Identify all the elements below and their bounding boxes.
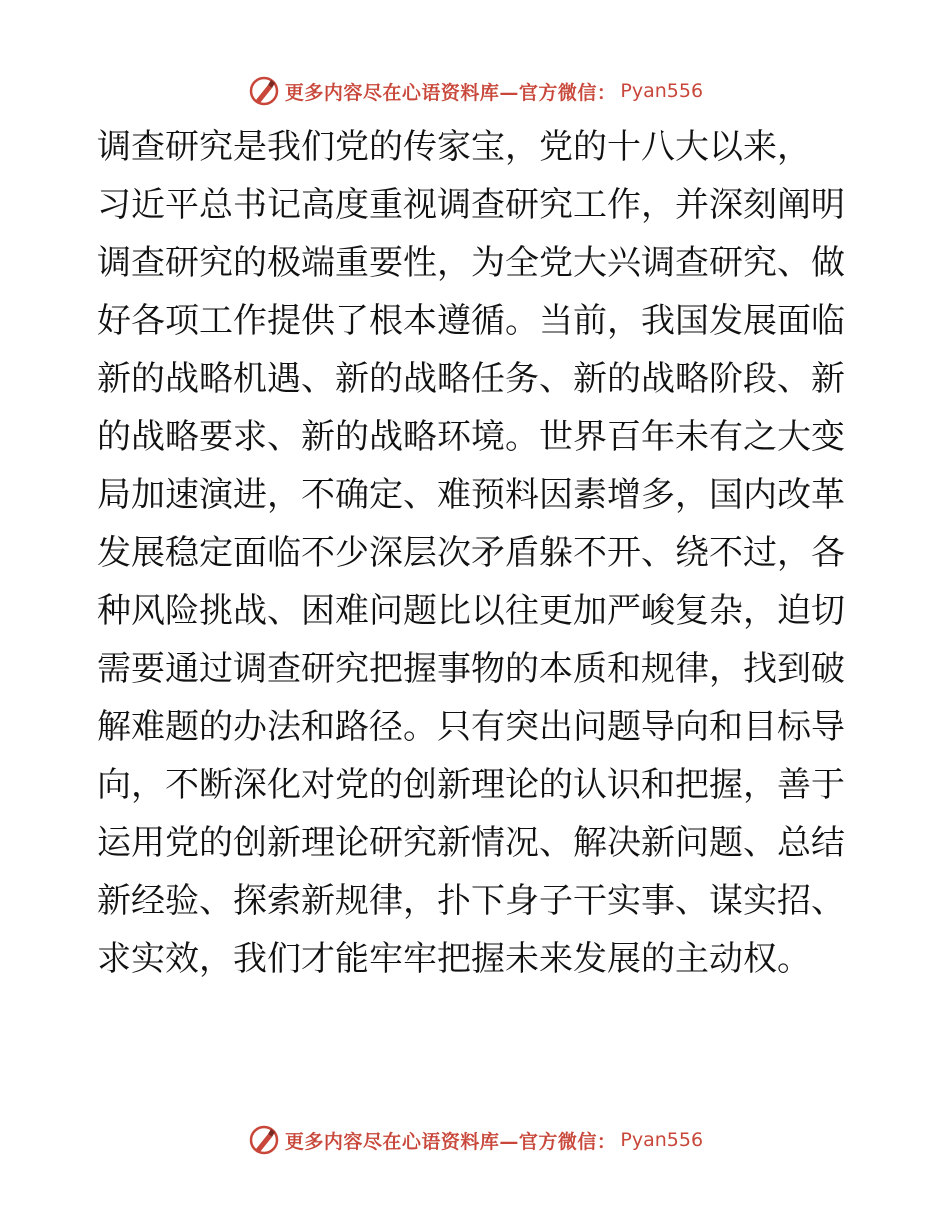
body-line: 种风险挑战、困难问题比以往更加严峻复杂，迫切 xyxy=(97,591,845,631)
body-line: 解难题的办法和路径。只有突出问题导向和目标导 xyxy=(97,707,845,747)
footer-wechat-id: Pyan556 xyxy=(620,1129,704,1151)
body-line: 局加速演进，不确定、难预料因素增多，国内改革 xyxy=(97,475,845,515)
pen-logo-icon xyxy=(247,74,281,108)
header-wechat-id: Pyan556 xyxy=(620,80,704,102)
body-line: 调查研究是我们党的传家宝，党的十八大以来， xyxy=(97,127,811,167)
body-line: 需要通过调查研究把握事物的本质和规律，找到破 xyxy=(97,649,845,689)
body-line: 好各项工作提供了根本遵循。当前，我国发展面临 xyxy=(97,301,845,341)
header-text: 更多内容尽在心语资料库—官方微信： xyxy=(284,81,617,104)
body-line: 向，不断深化对党的创新理论的认识和把握，善于 xyxy=(97,765,845,805)
body-line: 的战略要求、新的战略环境。世界百年未有之大变 xyxy=(97,417,845,457)
footer-text: 更多内容尽在心语资料库—官方微信： xyxy=(284,1130,617,1153)
body-line: 调查研究的极端重要性，为全党大兴调查研究、做 xyxy=(97,243,845,283)
body-line: 运用党的创新理论研究新情况、解决新问题、总结 xyxy=(97,823,845,863)
body-line: 求实效，我们才能牢牢把握未来发展的主动权。 xyxy=(97,939,811,979)
body-line: 习近平总书记高度重视调查研究工作，并深刻阐明 xyxy=(97,185,845,225)
document-body xyxy=(97,118,867,988)
body-line: 发展稳定面临不少深层次矛盾躲不开、绕不过，各 xyxy=(97,533,845,573)
footer-banner xyxy=(0,1120,950,1160)
header-banner xyxy=(0,71,950,111)
body-line: 新的战略机遇、新的战略任务、新的战略阶段、新 xyxy=(97,359,845,399)
body-line: 新经验、探索新规律，扑下身子干实事、谋实招、 xyxy=(97,881,845,921)
pen-logo-icon xyxy=(247,1123,281,1157)
